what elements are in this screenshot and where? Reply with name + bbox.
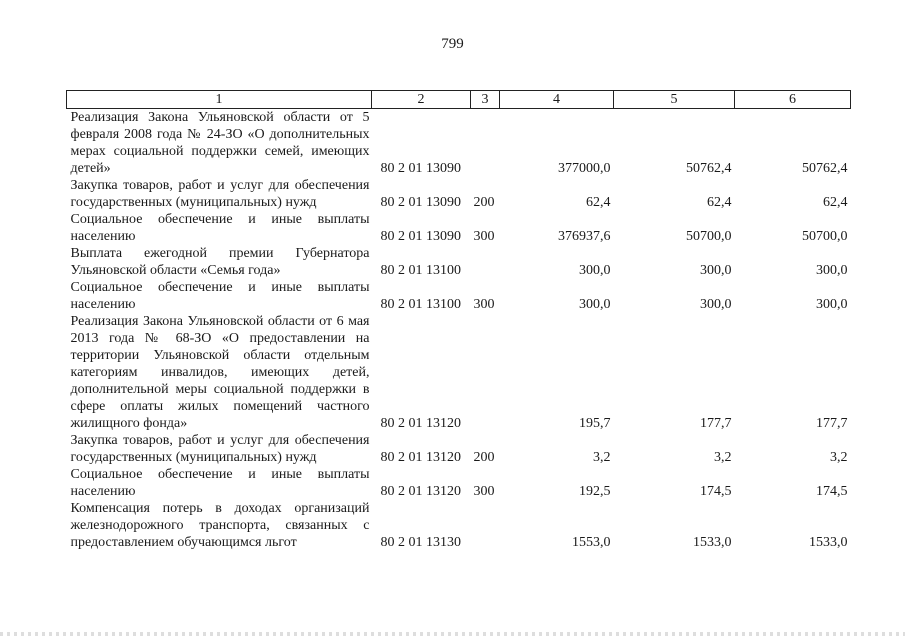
scan-edge-artifact (0, 632, 905, 636)
column-header-3: 3 (471, 91, 500, 109)
row-value-6: 3,2 (830, 450, 848, 465)
row-type: 300 (473, 484, 495, 499)
table-row (67, 432, 851, 466)
column-header-2: 2 (372, 91, 471, 109)
row-description: Закупка товаров, работ и услуг для обеспечения государственных (муниципальных) нужд (70, 433, 370, 465)
row-value-4: 376937,6 (558, 229, 611, 244)
column-header-6: 6 (735, 91, 851, 109)
row-value-5: 50762,4 (686, 161, 732, 176)
row-value-4: 377000,0 (558, 161, 611, 176)
table-row (67, 500, 851, 551)
row-description: Социальное обеспечение и иные выплаты населению (70, 212, 370, 244)
row-code: 80 2 01 13090 (380, 229, 461, 244)
row-value-4: 3,2 (593, 450, 611, 465)
row-value-4: 192,5 (579, 484, 611, 499)
row-description: Социальное обеспечение и иные выплаты населению (70, 467, 370, 499)
column-header-5: 5 (614, 91, 735, 109)
table-row (67, 245, 851, 279)
row-description: Компенсация потерь в доходах организаций железнодорожного транспорта, связанных с предоставлением обучающимся льгот (70, 501, 370, 550)
row-code: 80 2 01 13130 (380, 535, 461, 550)
table-row (67, 279, 851, 313)
row-type: 200 (473, 195, 495, 210)
row-type: 300 (473, 297, 495, 312)
row-value-5: 3,2 (714, 450, 732, 465)
row-code: 80 2 01 13120 (380, 416, 461, 431)
row-type: 300 (473, 229, 495, 244)
header-row (67, 91, 851, 109)
row-type (471, 313, 500, 432)
table-row (67, 211, 851, 245)
row-value-5: 1533,0 (693, 535, 732, 550)
table-row (67, 466, 851, 500)
table-row (67, 109, 851, 178)
row-type (471, 109, 500, 178)
row-value-6: 50762,4 (802, 161, 848, 176)
row-value-6: 174,5 (816, 484, 848, 499)
row-value-6: 62,4 (823, 195, 848, 210)
row-value-4: 62,4 (586, 195, 611, 210)
row-value-6: 50700,0 (802, 229, 848, 244)
budget-table (66, 90, 851, 551)
row-code: 80 2 01 13100 (380, 263, 461, 278)
row-description: Реализация Закона Ульяновской области от 6 мая 2013 года № 68-ЗО «О предоставлении на территории Ульяновской области отдельным категориям инвалидов, имеющих детей, дополнительной меры социальной поддержки в сфере оплаты жилых помещений частного жилищного фонда» (70, 314, 370, 431)
row-value-4: 195,7 (579, 416, 611, 431)
row-type: 200 (473, 450, 495, 465)
row-code: 80 2 01 13090 (380, 161, 461, 176)
row-value-4: 1553,0 (572, 535, 611, 550)
row-value-5: 177,7 (700, 416, 732, 431)
table-row (67, 313, 851, 432)
table-body (67, 109, 851, 552)
column-header-1: 1 (67, 91, 372, 109)
page-number: 799 (441, 36, 464, 52)
row-description: Выплата ежегодной премии Губернатора Ульяновской области «Семья года» (70, 246, 370, 278)
row-code: 80 2 01 13100 (380, 297, 461, 312)
row-value-6: 1533,0 (809, 535, 848, 550)
row-value-5: 300,0 (700, 297, 732, 312)
row-value-5: 50700,0 (686, 229, 732, 244)
row-value-6: 177,7 (816, 416, 848, 431)
row-description: Социальное обеспечение и иные выплаты населению (70, 280, 370, 312)
table-row (67, 177, 851, 211)
row-type (471, 500, 500, 551)
row-code: 80 2 01 13120 (380, 450, 461, 465)
row-value-5: 300,0 (700, 263, 732, 278)
row-value-6: 300,0 (816, 297, 848, 312)
row-value-4: 300,0 (579, 297, 611, 312)
column-header-4: 4 (500, 91, 614, 109)
row-value-5: 174,5 (700, 484, 732, 499)
row-value-6: 300,0 (816, 263, 848, 278)
row-value-5: 62,4 (707, 195, 732, 210)
row-description: Реализация Закона Ульяновской области от 5 февраля 2008 года № 24-ЗО «О дополнительных мерах социальной поддержки семей, имеющих детей» (70, 110, 370, 176)
row-code: 80 2 01 13120 (380, 484, 461, 499)
table-header (67, 91, 851, 109)
row-description: Закупка товаров, работ и услуг для обеспечения государственных (муниципальных) нужд (70, 178, 370, 210)
row-type (471, 245, 500, 279)
row-code: 80 2 01 13090 (380, 195, 461, 210)
row-value-4: 300,0 (579, 263, 611, 278)
